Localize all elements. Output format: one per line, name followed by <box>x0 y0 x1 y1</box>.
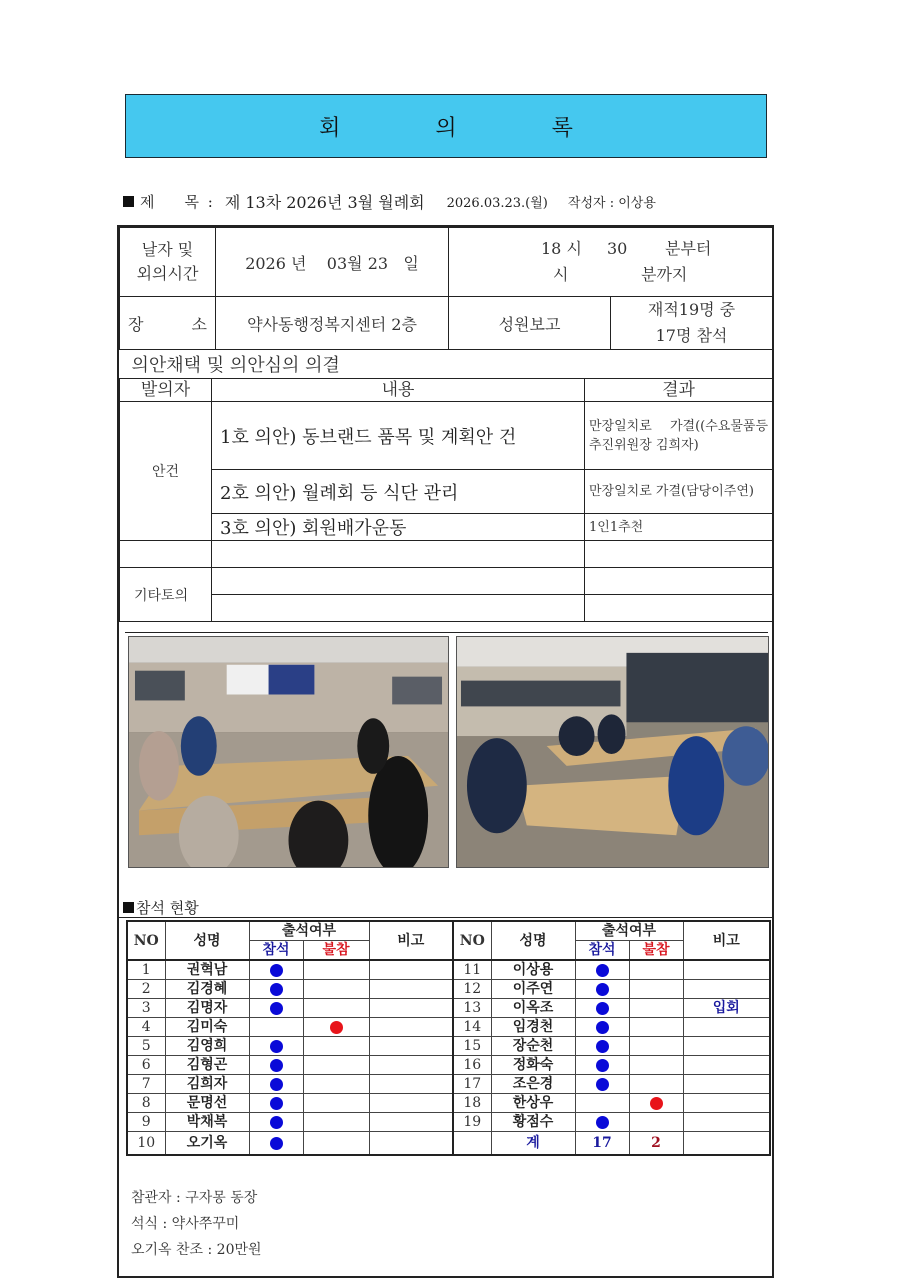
header-name: 성명 <box>491 921 575 960</box>
present-cell <box>249 1113 303 1132</box>
member-no: 12 <box>453 980 491 999</box>
member-name: 한상우 <box>491 1094 575 1113</box>
subject-line <box>123 190 763 213</box>
empty-cell <box>585 541 773 568</box>
minutes-frame <box>117 225 774 1278</box>
table-row <box>127 999 770 1018</box>
member-no: 4 <box>127 1018 165 1037</box>
absent-cell <box>629 960 683 980</box>
present-cell <box>249 1075 303 1094</box>
member-no: 17 <box>453 1075 491 1094</box>
member-name: 김희자 <box>165 1075 249 1094</box>
member-name: 문명선 <box>165 1094 249 1113</box>
header-attendance: 출석여부 <box>575 921 683 941</box>
proposer-cell: 안건 <box>120 402 212 541</box>
present-cell <box>575 999 629 1018</box>
empty-cell <box>683 1132 770 1156</box>
member-no: 18 <box>453 1094 491 1113</box>
empty-cell <box>453 1132 491 1156</box>
agenda-result-2: 만장일치로 가결(담당이주연) <box>585 470 773 514</box>
member-name: 오기옥 <box>165 1132 249 1156</box>
member-no: 11 <box>453 960 491 980</box>
present-dot-icon <box>596 1116 609 1129</box>
member-note <box>683 1094 770 1113</box>
member-no: 3 <box>127 999 165 1018</box>
member-no: 1 <box>127 960 165 980</box>
place-value: 약사동행정복지센터 2층 <box>216 297 449 350</box>
table-row <box>127 960 770 980</box>
attendance-table <box>126 920 771 1156</box>
col-content: 내용 <box>212 379 585 402</box>
member-note <box>683 1018 770 1037</box>
absent-cell <box>303 980 369 999</box>
agenda-item-1: 1호 의안) 동브랜드 품목 및 계획안 건 <box>212 402 585 470</box>
absent-cell <box>629 1037 683 1056</box>
author: 작성자 : 이상용 <box>567 196 656 211</box>
present-dot-icon <box>596 983 609 996</box>
empty-cell <box>120 541 212 568</box>
member-name: 김미숙 <box>165 1018 249 1037</box>
table-row <box>127 1075 770 1094</box>
subject-label: 제 목 : <box>140 193 215 211</box>
bullet-square-icon <box>123 902 134 913</box>
present-cell <box>249 1018 303 1037</box>
meeting-photo-2 <box>456 636 769 868</box>
table-row <box>127 1094 770 1113</box>
agenda-table <box>119 349 773 622</box>
absent-cell <box>629 1075 683 1094</box>
header-note: 비고 <box>683 921 770 960</box>
table-row <box>127 1132 770 1156</box>
notes-section <box>131 1185 262 1263</box>
member-no: 2 <box>127 980 165 999</box>
absent-cell <box>303 1113 369 1132</box>
member-note <box>369 999 453 1018</box>
note-sponsorship: 오기옥 찬조 : 20만원 <box>131 1242 262 1258</box>
header-absent: 불참 <box>629 941 683 961</box>
header-note: 비고 <box>369 921 453 960</box>
present-cell <box>249 960 303 980</box>
present-cell <box>249 1056 303 1075</box>
place-label: 장 소 <box>120 297 216 350</box>
present-dot-icon <box>596 1078 609 1091</box>
absent-dot-icon <box>330 1021 343 1034</box>
empty-cell <box>585 568 773 595</box>
absent-dot-icon <box>650 1097 663 1110</box>
other-discussion-label: 기타토의 <box>120 568 212 622</box>
member-note <box>683 960 770 980</box>
member-note <box>369 1056 453 1075</box>
member-name: 김경혜 <box>165 980 249 999</box>
photo-section <box>125 632 768 868</box>
present-dot-icon <box>270 1097 283 1110</box>
col-proposer: 발의자 <box>120 379 212 402</box>
header-no: NO <box>127 921 165 960</box>
member-note <box>683 1075 770 1094</box>
member-note <box>683 980 770 999</box>
total-absent: 2 <box>629 1132 683 1156</box>
present-cell <box>249 999 303 1018</box>
member-report-label: 성원보고 <box>449 297 611 350</box>
member-no: 13 <box>453 999 491 1018</box>
present-dot-icon <box>596 1059 609 1072</box>
member-name: 장순천 <box>491 1037 575 1056</box>
member-note <box>369 980 453 999</box>
present-dot-icon <box>596 1021 609 1034</box>
absent-cell <box>303 1037 369 1056</box>
header-attendance: 출석여부 <box>249 921 369 941</box>
member-name: 김명자 <box>165 999 249 1018</box>
present-dot-icon <box>596 1040 609 1053</box>
member-note <box>683 1113 770 1132</box>
date-label: 날자 및 외의시간 <box>120 228 216 297</box>
absent-cell <box>629 1056 683 1075</box>
document-title: 회 의 록 <box>319 115 617 141</box>
present-cell <box>249 1094 303 1113</box>
meeting-photo-1 <box>128 636 449 868</box>
member-name: 이주연 <box>491 980 575 999</box>
member-note <box>369 1094 453 1113</box>
member-name: 김형곤 <box>165 1056 249 1075</box>
absent-cell <box>303 999 369 1018</box>
header-name: 성명 <box>165 921 249 960</box>
table-row <box>127 1037 770 1056</box>
present-dot-icon <box>270 1002 283 1015</box>
header-no: NO <box>453 921 491 960</box>
present-dot-icon <box>270 1059 283 1072</box>
present-cell <box>249 980 303 999</box>
meeting-room-photo-icon <box>457 637 768 867</box>
present-dot-icon <box>270 964 283 977</box>
present-dot-icon <box>270 1137 283 1150</box>
present-cell <box>575 960 629 980</box>
table-row <box>127 1113 770 1132</box>
document-title-banner <box>125 94 767 158</box>
member-note <box>369 1018 453 1037</box>
member-name: 권혁남 <box>165 960 249 980</box>
member-note <box>369 960 453 980</box>
note-dinner: 석식 : 약사쭈꾸미 <box>131 1216 240 1232</box>
meeting-date: 2026.03.23.(월) <box>446 196 548 211</box>
agenda-heading: 의안채택 및 의안심의 의결 <box>120 350 773 379</box>
absent-cell <box>303 1056 369 1075</box>
header-present: 참석 <box>575 941 629 961</box>
absent-cell <box>629 1018 683 1037</box>
member-name: 정화숙 <box>491 1056 575 1075</box>
member-no: 7 <box>127 1075 165 1094</box>
total-label: 계 <box>491 1132 575 1156</box>
absent-cell <box>303 960 369 980</box>
agenda-item-2: 2호 의안) 월례회 등 식단 관리 <box>212 470 585 514</box>
meeting-date-value: 2026 년 03월 23 일 <box>216 228 449 297</box>
absent-cell <box>303 1094 369 1113</box>
col-result: 결과 <box>585 379 773 402</box>
header-absent: 불참 <box>303 941 369 961</box>
present-dot-icon <box>270 1040 283 1053</box>
member-name: 이상용 <box>491 960 575 980</box>
present-dot-icon <box>596 1002 609 1015</box>
attendance-title: 참석 현황 <box>123 897 199 918</box>
present-dot-icon <box>270 983 283 996</box>
empty-cell <box>585 595 773 622</box>
empty-cell <box>212 595 585 622</box>
present-dot-icon <box>596 964 609 977</box>
present-cell <box>575 1075 629 1094</box>
member-report-value: 재적19명 중 17명 참석 <box>611 297 773 350</box>
header-present: 참석 <box>249 941 303 961</box>
note-observer: 참관자 : 구자몽 동장 <box>131 1190 258 1206</box>
meeting-room-photo-icon <box>129 637 448 867</box>
member-no: 10 <box>127 1132 165 1156</box>
agenda-result-1: 만장일치로 가결((수요물품등 추진위원장 김희자) <box>585 402 773 470</box>
present-dot-icon <box>270 1078 283 1091</box>
absent-cell <box>629 1113 683 1132</box>
member-note <box>369 1037 453 1056</box>
member-name: 박채복 <box>165 1113 249 1132</box>
member-name: 이옥조 <box>491 999 575 1018</box>
empty-cell <box>212 568 585 595</box>
member-note: 입회 <box>683 999 770 1018</box>
present-cell <box>575 1094 629 1113</box>
agenda-result-3: 1인1추천 <box>585 514 773 541</box>
present-cell <box>249 1037 303 1056</box>
table-row <box>127 1056 770 1075</box>
absent-cell <box>303 1075 369 1094</box>
empty-cell <box>212 541 585 568</box>
absent-cell <box>629 980 683 999</box>
member-no: 15 <box>453 1037 491 1056</box>
meeting-time-value: 18 시 30 분부터 시 분까지 <box>449 228 773 297</box>
total-present: 17 <box>575 1132 629 1156</box>
present-dot-icon <box>270 1116 283 1129</box>
absent-cell <box>303 1132 369 1156</box>
present-cell <box>575 980 629 999</box>
member-no: 9 <box>127 1113 165 1132</box>
absent-cell <box>629 999 683 1018</box>
subject-value: 제 13차 2026년 3월 월례회 <box>224 193 425 212</box>
table-row <box>127 1018 770 1037</box>
member-note <box>369 1075 453 1094</box>
member-note <box>683 1056 770 1075</box>
member-no: 19 <box>453 1113 491 1132</box>
present-cell <box>575 1018 629 1037</box>
member-name: 조은경 <box>491 1075 575 1094</box>
present-cell <box>249 1132 303 1156</box>
meeting-info-table <box>119 227 773 350</box>
absent-cell <box>629 1094 683 1113</box>
member-name: 임경천 <box>491 1018 575 1037</box>
agenda-item-3: 3호 의안) 회원배가운동 <box>212 514 585 541</box>
present-cell <box>575 1037 629 1056</box>
member-note <box>369 1132 453 1156</box>
divider <box>119 917 772 918</box>
member-no: 14 <box>453 1018 491 1037</box>
member-name: 황점수 <box>491 1113 575 1132</box>
present-cell <box>575 1056 629 1075</box>
member-no: 8 <box>127 1094 165 1113</box>
table-row <box>127 980 770 999</box>
member-no: 5 <box>127 1037 165 1056</box>
absent-cell <box>303 1018 369 1037</box>
member-no: 16 <box>453 1056 491 1075</box>
present-cell <box>575 1113 629 1132</box>
member-note <box>683 1037 770 1056</box>
member-note <box>369 1113 453 1132</box>
member-no: 6 <box>127 1056 165 1075</box>
member-name: 김영희 <box>165 1037 249 1056</box>
bullet-square-icon <box>123 196 134 207</box>
